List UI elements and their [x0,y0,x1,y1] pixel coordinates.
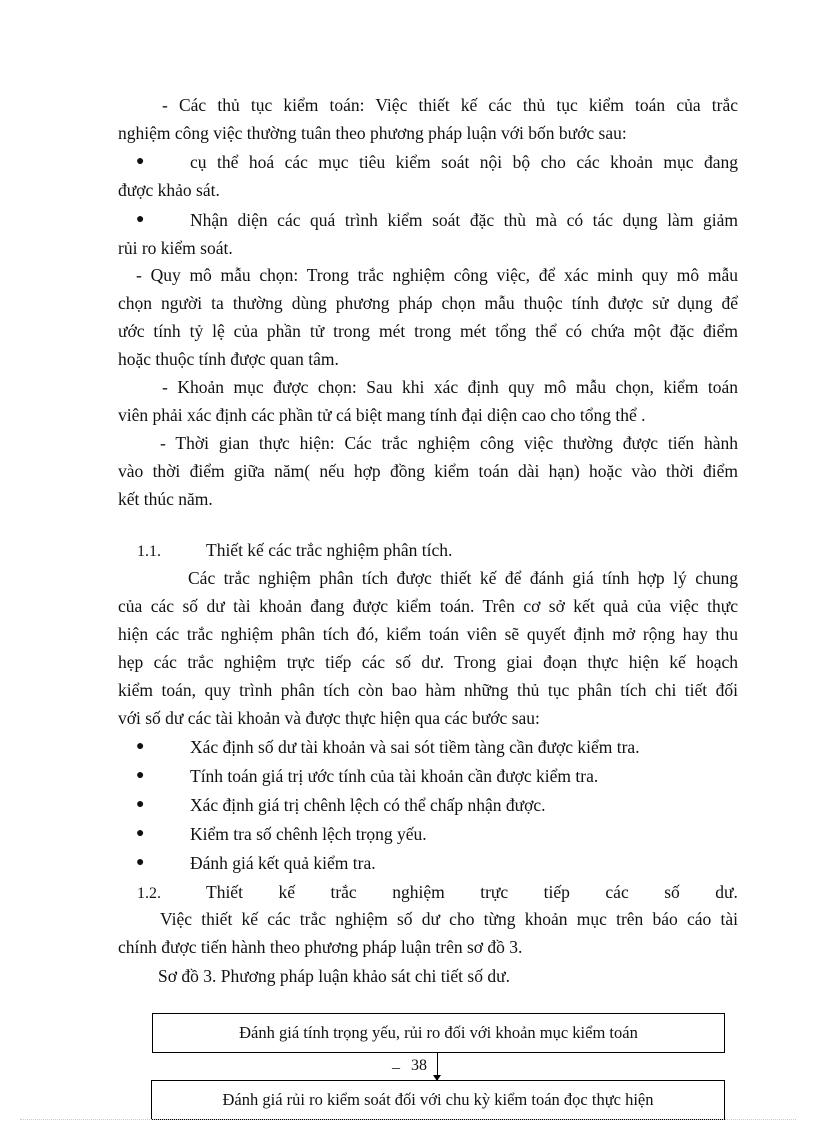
section-1-2-word: nghiệm [392,882,445,902]
para5-line1: Các trắc nghiệm phân tích được thiết kế để đánh giá tính hợp lý chung [188,568,738,588]
bullet-a2-line2: rủi ro kiểm soát. [118,238,233,258]
bullet-b1: Xác định số dư tài khoản và sai sót tiềm tàng cần được kiểm tra. [190,737,640,757]
para5-line2: của các số dư tài khoản đang được kiểm toán. Trên cơ sở kết quả của việc thực [118,596,738,616]
section-1-2-word: các [605,882,629,902]
bullet-b5: Đánh giá kết quả kiểm tra. [190,853,376,873]
bullet-icon: ● [136,768,145,783]
para5-line5: kiểm toán, quy trình phân tích còn bao hàm những thủ tục phân tích chi tiết đối [118,680,738,700]
section-1-1-title: Thiết kế các trắc nghiệm phân tích. [206,540,453,560]
bullet-icon: ● [136,826,145,841]
para6-line1: Việc thiết kế các trắc nghiệm số dư cho từng khoản mục trên báo cáo tài [160,909,738,929]
para2-line4: hoặc thuộc tính được quan tâm. [118,349,339,369]
para5-line6: với số dư các tài khoản và được thực hiện qua các bước sau: [118,708,540,728]
bullet-b3: Xác định giá trị chênh lệch có thể chấp nhận được. [190,795,546,815]
para4-line3: kết thúc năm. [118,489,213,509]
bullet-icon: ● [136,212,145,227]
bullet-icon: ● [136,855,145,870]
bullet-icon: ● [136,797,145,812]
para5-line4: hẹp các trắc nghiệm trực tiếp các số dư. Trong giai đoạn thực hiện kế hoạch [118,652,738,672]
section-1-2-word: dư. [715,882,738,902]
diagram-box-control-risk: Đánh giá rủi ro kiểm soát đối với chu kỳ kiểm toán đọc thực hiện [151,1080,725,1120]
para1-line1: - Các thủ tục kiểm toán: Việc thiết kế các thủ tục kiểm toán của trắc [162,95,738,115]
bullet-b4: Kiểm tra số chênh lệch trọng yếu. [190,824,427,844]
bullet-a1-line2: được khảo sát. [118,180,220,200]
page-number: 38 [411,1057,427,1074]
section-1-2-word: số [664,882,680,902]
para2-line3: ước tính tỷ lệ của phần tử trong mét trong mét tổng thể có chứa một đặc điểm [118,321,738,341]
para3-line2: viên phải xác định các phần tử cá biệt mang tính đại diện cao cho tổng thể . [118,405,646,425]
section-1-2-word: kế [278,882,295,902]
bullet-b2: Tính toán giá trị ước tính của tài khoản cần được kiểm tra. [190,766,599,786]
diagram-box-materiality: Đánh giá tính trọng yếu, rủi ro đối với khoản mục kiểm toán [152,1013,725,1053]
section-1-2-title [206,878,738,906]
para2-line1: - Quy mô mẫu chọn: Trong trắc nghiệm công việc, để xác minh quy mô mẫu [136,265,738,285]
bullet-icon: ● [136,154,145,169]
section-1-1-number: 1.1. [137,543,161,560]
section-1-2-word: trực [480,882,509,902]
page-number-dash: _ [392,1054,400,1071]
section-1-2-word: Thiết [206,882,243,902]
para2-line2: chọn người ta thường dùng phương pháp chọn mẫu thuộc tính được sử dụng để [118,293,738,313]
para3-line1: - Khoản mục được chọn: Sau khi xác định quy mô mẫu chọn, kiểm toán [162,377,738,397]
para5-line3: hiện các trắc nghiệm phân tích đó, kiểm toán viên sẽ quyết định mở rộng hay thu [118,624,738,644]
page-bottom-rule [20,1119,796,1120]
bullet-icon: ● [136,739,145,754]
bullet-a2-line1: Nhận diện các quá trình kiểm soát đặc thù mà có tác dụng làm giảm [190,210,738,230]
bullet-a1-line1: cụ thể hoá các mục tiêu kiểm soát nội bộ cho các khoản mục đang [190,152,738,172]
section-1-2-word: trắc [330,882,357,902]
diagram-caption: Sơ đồ 3. Phương pháp luận khảo sát chi tiết số dư. [158,966,510,986]
para6-line2: chính được tiến hành theo phương pháp luận trên sơ đồ 3. [118,937,523,957]
section-1-2-word: tiếp [543,882,570,902]
section-1-2-number: 1.2. [137,885,161,902]
para4-line1: - Thời gian thực hiện: Các trắc nghiệm công việc thường được tiến hành [160,433,738,453]
para4-line2: vào thời điểm giữa năm( nếu hợp đồng kiểm toán dài hạn) hoặc vào thời điểm [118,461,738,481]
para1-line2: nghiệm công việc thường tuân theo phương pháp luận với bốn bước sau: [118,123,627,143]
